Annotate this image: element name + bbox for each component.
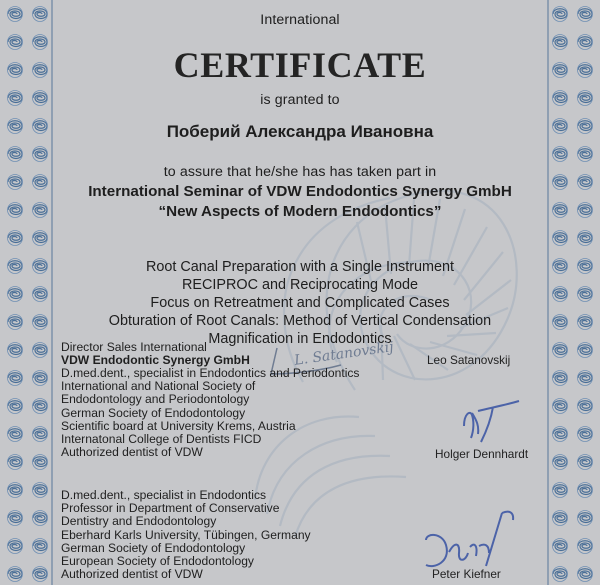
certificate-granted-text: is granted to [260, 92, 340, 108]
seminar-topic-title: “New Aspects of Modern Endodontics” [158, 203, 442, 220]
certificate-header: International [260, 12, 340, 28]
signature-dennhardt-icon [454, 396, 524, 446]
signatory-3-line-1: D.med.dent., specialist in Endodontics [61, 488, 267, 502]
signatory-1-name: Leo Satanovskij [427, 353, 511, 367]
signatory-3-line-6: European Society of Endodontology [61, 554, 254, 569]
signatory-2-name: Holger Dennhardt [435, 447, 529, 461]
signatory-3-line-4: Eberhard Karls University, Tübingen, Germany [61, 527, 311, 542]
topic-line-5: Magnification in Endodontics [208, 331, 392, 347]
signatory-1-role: Director Sales International [61, 340, 207, 354]
signatory-2-line-2: International and National Society of [61, 379, 256, 394]
topic-line-1: Root Canal Preparation with a Single Instrument [146, 259, 454, 275]
topic-line-2: RECIPROC and Reciprocating Mode [182, 277, 418, 293]
signatory-3-line-5: German Society of Endodontology [61, 540, 246, 555]
topic-line-4: Obturation of Root Canals: Method of Vertical Condensation [108, 313, 492, 329]
signatory-2-line-5: Scientific board at University Krems, Austria [61, 418, 296, 433]
seminar-name: International Seminar of VDW Endodontics Synergy GmbH [88, 183, 512, 200]
signatory-block-2 [61, 367, 359, 459]
signatory-3-name: Peter Kiefner [432, 567, 501, 581]
signatory-2-line-3: Endodontology and Periodontology [61, 392, 250, 407]
signatory-3-line-2: Professor in Department of Conservative [61, 501, 280, 516]
signatory-2-line-4: German Society of Endodontology [61, 405, 246, 420]
signatory-1-company: VDW Endodontic Synergy GmbH [61, 353, 250, 368]
signatory-3-line-3: Dentistry and Endodontology [61, 514, 217, 529]
signatory-2-line-1: D.med.dent., specialist in Endodontics and Periodontics [61, 366, 360, 380]
certificate-title: CERTIFICATE [173, 45, 427, 85]
signatory-2-line-6: Internatonal College of Dentists FICD [61, 432, 262, 447]
signatory-3-line-7: Authorized dentist of VDW [61, 567, 203, 582]
topic-line-3: Focus on Retreatment and Complicated Cases [150, 295, 450, 311]
recipient-name: Поберий Александра Ивановна [166, 122, 434, 141]
signatory-block-1 [61, 341, 250, 367]
signature-script-text: L. Satanovskij [293, 339, 395, 369]
signatory-2-line-7: Authorized dentist of VDW [61, 445, 203, 460]
assurance-text: to assure that he/she has has taken part in [163, 164, 437, 180]
signatory-block-3 [61, 489, 311, 581]
